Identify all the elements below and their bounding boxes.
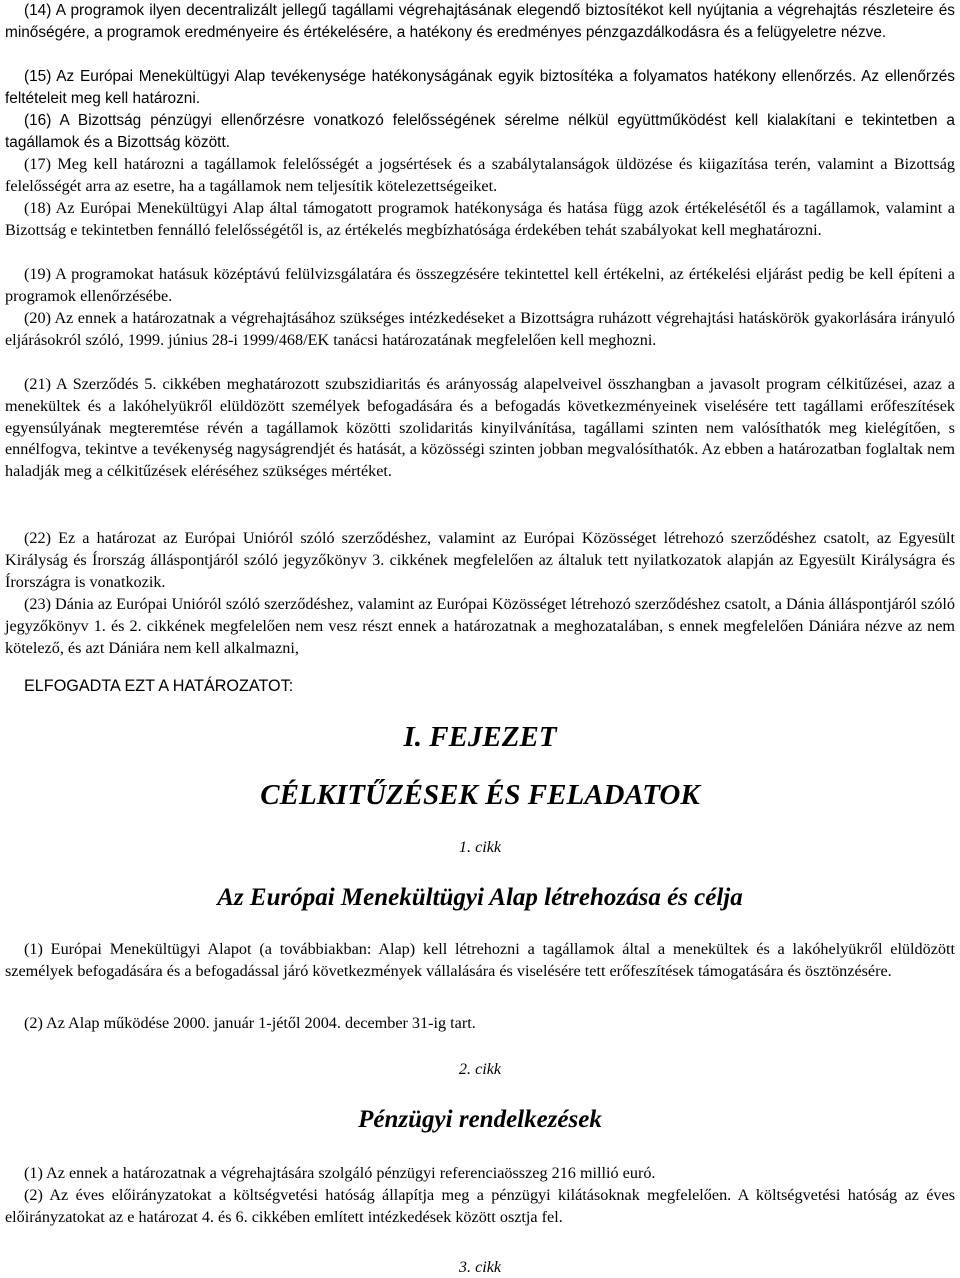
chapter-title: CÉLKITŰZÉSEK ÉS FELADATOK [260,779,700,811]
article-2-paragraph-1: (1) Az ennek a határozatnak a végrehajtására szolgáló pénzügyi referenciaösszeg 216 millió euró. [24,1164,656,1182]
recital-22: (22) Ez a határozat az Európai Unióról szóló szerződéshez, valamint az Európai Közösséget létrehozó szerződéshez csatolt, az Egyesült Királyság és Írország álláspontjáról szóló jegyzőkönyv 3. cikkének megfelelően az általuk tett nyilatkozatok alapján az Egyesült Királyságra és Írországra is vonatkozik. [5,529,955,591]
enacting-formula: ELFOGADTA EZT A HATÁROZATOT: [24,677,294,695]
chapter-number: I. FEJEZET [403,721,557,753]
recital-15: (15) Az Európai Menekültügyi Alap tevékenysége hatékonyságának egyik biztosítéka a folyamatos hatékony ellenőrzés. Az ellenőrzés feltételeit meg kell határozni. [5,68,955,107]
recital-23: (23) Dánia az Európai Unióról szóló szerződéshez, valamint az Európai Közösséget létrehozó szerződéshez csatolt, a Dánia álláspontjáról szóló jegyzőkönyv 1. és 2. cikkének megfelelően nem vesz részt ennek a határozatnak a meghozatalában, s ennek megfelelően Dániára nézve az nem kötelező, és azt Dániára nem kell alkalmazni, [5,595,955,657]
recital-16: (16) A Bizottság pénzügyi ellenőrzésre vonatkozó felelősségének sérelme nélkül együttműködést kell kialakítani e tekintetben a tagállamok és a Bizottság között. [5,112,955,151]
article-2-paragraph-2: (2) Az éves előirányzatokat a költségvetési hatóság állapítja meg a pénzügyi kilátásoknak megfelelően. A költségvetési hatóság az éves előirányzatokat az e határozat 4. és 6. cikkében említett intézkedések között osztja fel. [5,1186,955,1226]
article-1-paragraph-1: (1) Európai Menekültügyi Alapot (a továbbiakban: Alap) kell létrehozni a tagállamok által a menekültek és a lakóhelyükről elüldözött személyek befogadására és a befogadással járó következmények vállalására és viselésére tett erőfeszítések támogatására és ösztönzésére. [5,940,955,980]
recital-20: (20) Az ennek a határozatnak a végrehajtásához szükséges intézkedéseket a Bizottságra ruházott végrehajtási hatáskörök gyakorlására irányuló eljárásokról szóló, 1999. június 28-i 1999/468/EK tanácsi határozatának megfelelően kell meghozni. [5,309,955,349]
recital-19: (19) A programokat hatásuk középtávú felülvizsgálatára és összegzésére tekintettel kell értékelni, az értékelési eljárást pedig be kell építeni a programok ellenőrzésébe. [5,265,955,305]
recital-21: (21) A Szerződés 5. cikkében meghatározott szubszidiaritás és arányosság alapelveivel összhangban a javasolt program célkitűzései, azaz a menekültek és a lakóhelyükről elüldözött személyek befogadására és a befogadás következményeinek viselésére tett tagállami erőfeszítések egyensúlyának megteremtése révén a tagállamok közötti szolidaritás kinyilvánítása, tagállami szinten nem valósíthatók meg kielégítően, s ennélfogva, tekintve a tevékenység nagyságrendjét és hatását, a közösségi szinten jobban megvalósíthatók. Az ebben a határozatban foglaltak nem haladják meg a célkitűzések eléréséhez szükséges mértéket. [5,375,955,481]
recital-17: (17) Meg kell határozni a tagállamok felelősségét a jogsértések és a szabálytalanságok üldözése és kiigazítása terén, valamint a Bizottság felelősségét arra az esetre, ha a tagállamok nem teljesítik kötelezettségeiket. [5,155,955,195]
article-1-label: 1. cikk [458,838,502,856]
article-3-label: 3. cikk [458,1258,502,1276]
recital-18: (18) Az Európai Menekültügyi Alap által támogatott programok hatékonysága és hatása függ azok értékelésétől és a tagállamok, valamint a Bizottság e tekintetben fennálló felelősségétől is, az értékelés megbízhatósága érdekében tehát szabályokat kell meghatározni. [5,199,955,239]
article-1-title: Az Európai Menekültügyi Alap létrehozása és célja [217,884,743,911]
article-1-paragraph-2: (2) Az Alap működése 2000. január 1-jétől 2004. december 31-ig tart. [24,1014,476,1032]
article-2-title: Pénzügyi rendelkezések [358,1106,602,1133]
article-2-label: 2. cikk [458,1060,502,1078]
recital-14: (14) A programok ilyen decentralizált jellegű tagállami végrehajtásának elegendő biztosítékot kell nyújtania a végrehajtás részleteire és minőségére, a programok eredményeire és értékelésére, a hatékony és eredményes pénzgazdálkodásra és a felügyeletre nézve. [5,2,955,41]
